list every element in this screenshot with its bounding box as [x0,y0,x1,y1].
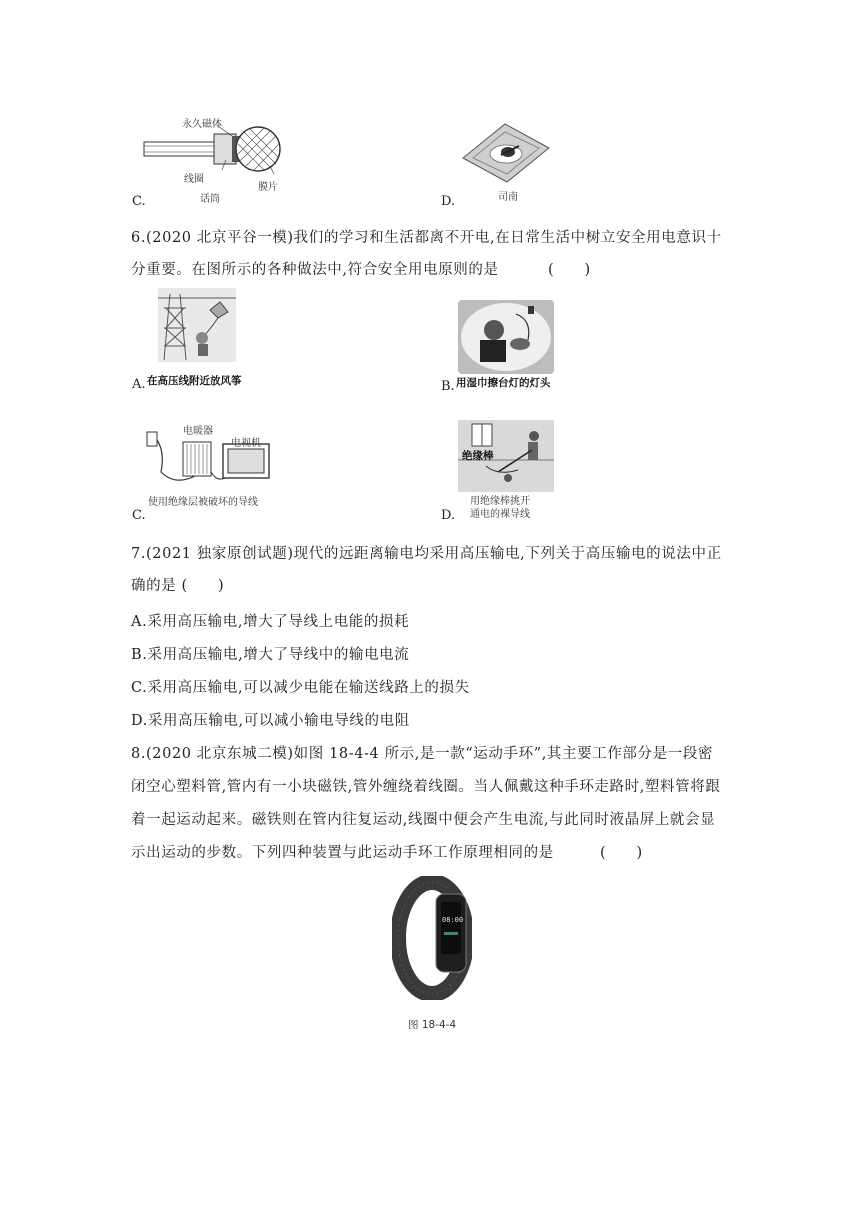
magnet-label: 永久磁体 [182,119,222,130]
insulated-rod-figure [458,420,554,492]
q6-option-d-caption-line2: 通电的裸导线 [470,509,530,520]
fitness-band-figure [392,876,472,1000]
wet-cloth-lamp-figure [458,300,554,374]
q6-option-b-letter: B. [441,379,455,394]
q6-option-c-letter: C. [132,508,146,523]
fitness-band-photo [392,876,472,1000]
q7-option-c: C.采用高压输电,可以减少电能在输送线路上的损失 [131,680,470,696]
q6-option-c-caption: 使用绝缘层被破坏的导线 [148,497,258,508]
q7-stem-line1: 7.(2021 独家原创试题)现代的远距离输电均采用高压输电,下列关于高压输电的说法中正 [131,546,722,562]
q8-stem-line3: 着一起运动起来。磁铁则在管内往复运动,线圈中便会产生电流,与此同时液晶屏上就会显 [131,812,716,828]
q5-option-c-letter: C. [132,194,146,209]
q6-option-d-letter: D. [441,508,456,523]
q8-stem-line2: 闭空心塑料管,管内有一小块磁铁,管外缠绕着线圈。当人佩戴这种手环走路时,塑料管将跟 [131,779,721,795]
tv-label: 电视机 [231,438,261,449]
coil-label: 线圈 [184,174,204,185]
q6-answer-blank: ( ) [548,262,591,278]
kite-near-power-line-figure [158,288,236,372]
microphone-caption: 话筒 [200,194,220,205]
q8-answer-blank: ( ) [600,845,643,861]
q7-stem-line2: 确的是 ( ) [131,578,225,594]
q6-option-a-letter: A. [132,377,146,392]
q7-option-d: D.采用高压输电,可以减小输电导线的电阻 [131,713,410,729]
lamp-cleaning-illustration [458,300,554,374]
q7-option-a: A.采用高压输电,增大了导线上电能的损耗 [131,614,410,630]
film-label: 膜片 [258,182,278,193]
kite-illustration [158,288,236,362]
band-screen-time: 08:00 [442,916,464,924]
q6-stem-line2: 分重要。在图所示的各种做法中,符合安全用电原则的是 [131,262,499,278]
q6-stem-line1: 6.(2020 北京平谷一模)我们的学习和生活都离不开电,在日常生活中树立安全用电意识十 [131,230,722,246]
rod-label: 绝缘棒 [462,450,494,462]
q6-option-d-caption-line1: 用绝缘棒挑开 [470,496,530,507]
sinan-compass-diagram [455,118,555,186]
q6-option-b-caption: 用湿巾擦台灯的灯头 [456,377,551,389]
q8-stem-line4: 示出运动的步数。下列四种装置与此运动手环工作原理相同的是 [131,845,554,861]
q8-stem-line1: 8.(2020 北京东城二模)如图 18-4-4 所示,是一款“运动手环”,其主要工作部分是一段密 [131,746,714,762]
heater-label: 电暖器 [183,426,213,437]
compass-figure [455,118,555,203]
figure-18-4-4-caption: 图 18-4-4 [408,1019,457,1031]
compass-caption: 司南 [498,192,518,203]
q7-option-b: B.采用高压输电,增大了导线中的输电电流 [131,647,410,663]
q6-option-a-caption: 在高压线附近放风筝 [147,375,242,387]
q5-option-d-letter: D. [441,194,456,209]
microphone-figure [140,112,300,205]
damaged-wire-figure [145,422,275,490]
